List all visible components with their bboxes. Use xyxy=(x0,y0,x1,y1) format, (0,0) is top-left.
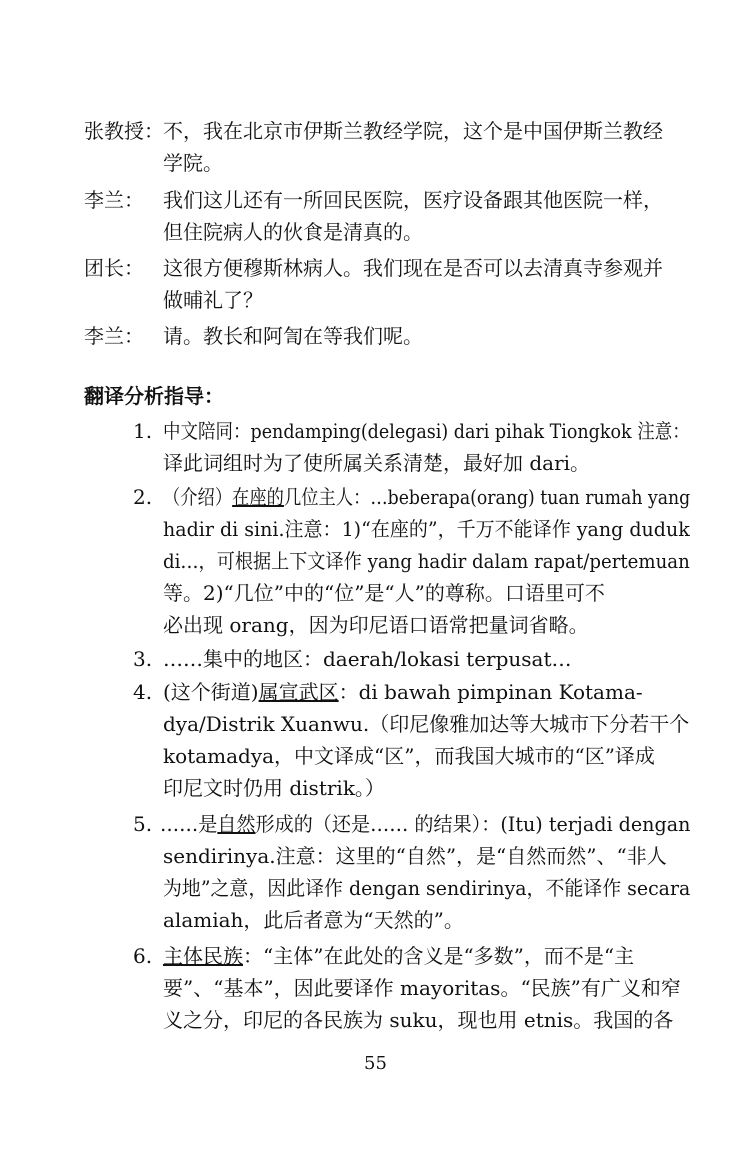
note-number: 2. xyxy=(133,485,153,509)
note-line xyxy=(163,943,634,969)
note-line: 必出现 orang，因为印尼语口语常把量词省略。 xyxy=(163,613,589,637)
note-line xyxy=(163,484,690,510)
note-line: 为地”之意，因此译作 dengan sendirinya，不能译作 secara xyxy=(163,876,691,900)
note-line xyxy=(160,811,690,837)
dialogue-line: 这很方便穆斯林病人。我们现在是否可以去清真寺参观并 xyxy=(163,256,663,280)
note-line: dya/Distrik Xuanwu.（印尼像雅加达等大城市下分若干个 xyxy=(163,712,690,736)
section-heading: 翻译分析指导： xyxy=(84,384,224,408)
note-line: alamiah，此后者意为“天然的”。 xyxy=(163,908,464,932)
note-line: 中文陪同：pendamping(delegasi) dari pihak Tiongkok 注意： xyxy=(163,419,690,443)
note-number: 1. xyxy=(133,419,153,443)
dialogue-line: 学院。 xyxy=(163,151,223,175)
note-term: 自然 xyxy=(217,812,256,836)
speaker-label: 张教授： xyxy=(84,119,164,143)
note-line: 印尼文时仍用 distrik。） xyxy=(163,776,385,800)
speaker-label: 李兰： xyxy=(84,188,144,212)
note-line: di…，可根据上下文译作 yang hadir dalam rapat/pertemuan xyxy=(163,549,690,573)
dialogue-line: 但住院病人的伙食是清真的。 xyxy=(163,220,423,244)
dialogue-line: 请。教长和阿訇在等我们呢。 xyxy=(163,324,423,348)
note-line: ……集中的地区：daerah/lokasi terpusat… xyxy=(163,647,572,671)
note-line: 等。2)“几位”中的“位”是“人”的尊称。口语里可不 xyxy=(163,581,605,605)
note-number: 3. xyxy=(133,647,153,671)
dialogue-line: 做晡礼了？ xyxy=(163,288,263,312)
note-line: sendirinya.注意：这里的“自然”，是“自然而然”、“非人 xyxy=(163,844,667,868)
note-text: ：“主体”在此处的含义是“多数”，而不是“主 xyxy=(243,944,635,968)
note-number: 4. xyxy=(133,680,153,704)
note-text: 形成的（还是…… 的结果）：(Itu) terjadi dengan xyxy=(255,812,691,836)
note-number: 6. xyxy=(133,944,153,968)
page-number: 55 xyxy=(364,1053,387,1074)
speaker-label: 李兰： xyxy=(84,324,144,348)
note-line: 义之分，印尼的各民族为 suku，现也用 etnis。我国的各 xyxy=(163,1008,674,1032)
note-term: 属宣武区 xyxy=(258,680,339,704)
note-term: 在座的 xyxy=(232,485,284,509)
note-prefix: (这个街道) xyxy=(163,680,259,704)
note-term: 主体民族 xyxy=(163,944,243,968)
note-prefix: ……是 xyxy=(160,812,218,836)
note-line: 要”、“基本”，因此要译作 mayoritas。“民族”有广义和窄 xyxy=(163,976,681,1000)
dialogue-line: 我们这儿还有一所回民医院，医疗设备跟其他医院一样， xyxy=(163,188,663,212)
note-line: kotamadya，中文译成“区”，而我国大城市的“区”译成 xyxy=(163,744,655,768)
speaker-label: 团长： xyxy=(84,256,144,280)
note-text: 几位主人：…beberapa(orang) tuan rumah yang xyxy=(283,485,691,509)
note-line xyxy=(163,679,643,705)
note-line: 译此词组时为了使所属关系清楚，最好加 dari。 xyxy=(163,451,591,475)
note-text: ：di bawah pimpinan Kotama- xyxy=(338,680,643,704)
note-prefix: （介绍） xyxy=(163,485,233,509)
note-number: 5. xyxy=(133,812,153,836)
dialogue-line: 不，我在北京市伊斯兰教经学院，这个是中国伊斯兰教经 xyxy=(163,119,663,143)
note-line: hadir di sini.注意：1)“在座的”，千万不能译作 yang duduk xyxy=(163,517,690,541)
